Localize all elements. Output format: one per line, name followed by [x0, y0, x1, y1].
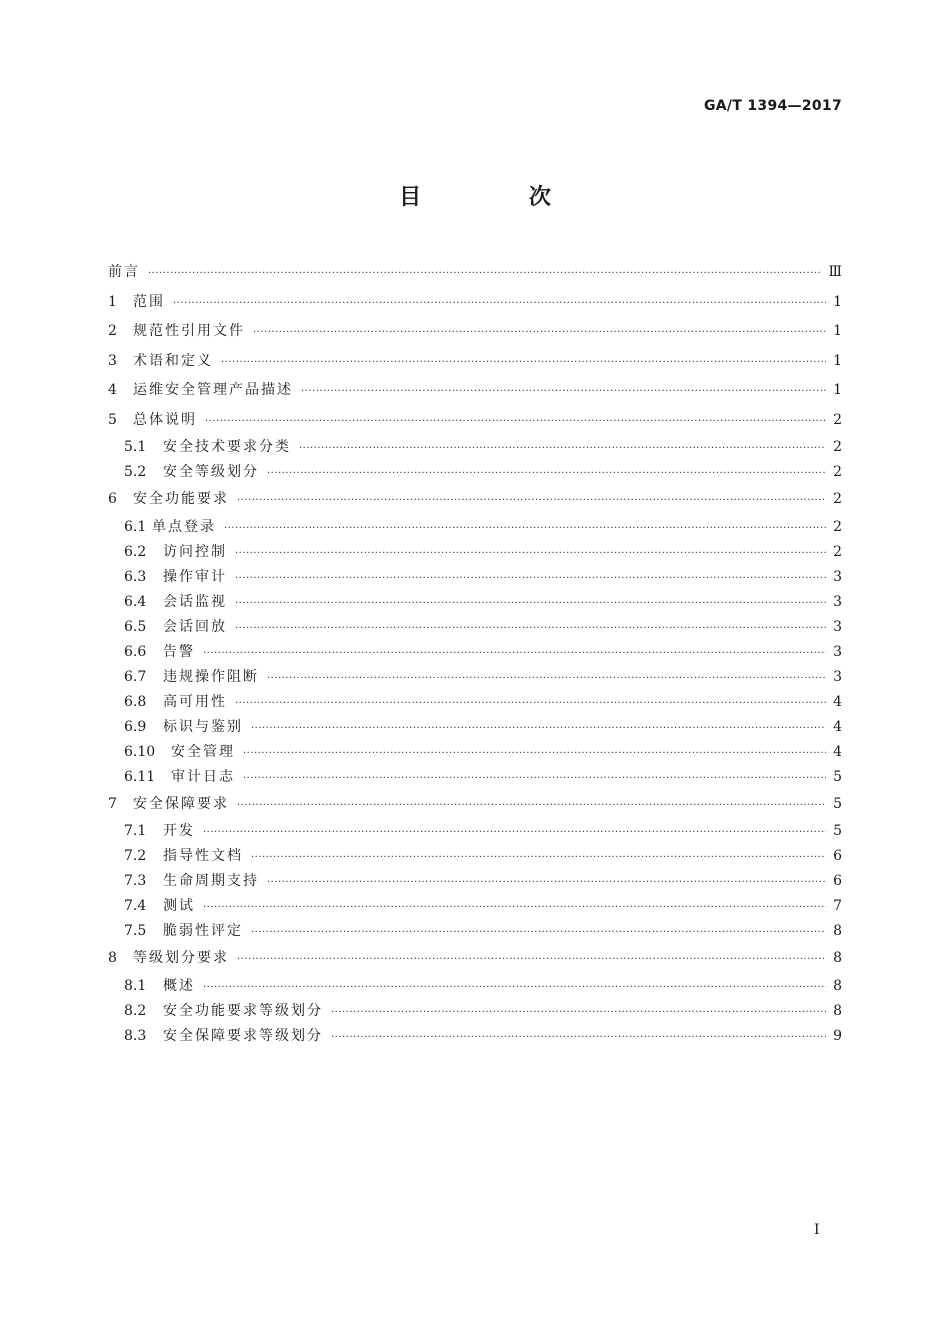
- toc-entry[interactable]: [108, 819, 842, 844]
- toc-entry-number: 3: [108, 352, 117, 369]
- toc-entry-label: 安全管理: [171, 743, 235, 760]
- toc-entry-label: 概述: [163, 977, 195, 994]
- toc-entry[interactable]: [108, 790, 842, 820]
- toc-entry-label: 规范性引用文件: [133, 323, 245, 339]
- toc-entry-label: 审计日志: [171, 768, 235, 785]
- toc-dot-leader: [203, 641, 826, 666]
- toc-entry[interactable]: [108, 317, 842, 347]
- toc-entry-number: 6: [108, 491, 117, 507]
- toc-entry-page: 1: [833, 382, 842, 398]
- toc-entry[interactable]: [108, 1024, 842, 1049]
- toc-entry-label: 等级划分要求: [133, 950, 229, 966]
- toc-entry-label: 单点登录: [152, 518, 216, 535]
- toc-entry-number: 8.3: [124, 1027, 147, 1044]
- toc-entry-number: 6.6: [124, 643, 147, 660]
- toc-entry-page: 8: [833, 923, 842, 939]
- toc-entry-number: 6.3: [124, 568, 147, 585]
- toc-entry-number: 6.8: [124, 693, 147, 710]
- toc-entry-label: 操作审计: [163, 568, 227, 585]
- toc-entry[interactable]: [108, 765, 842, 790]
- toc-entry-page: 2: [833, 491, 842, 507]
- toc-entry[interactable]: [108, 435, 842, 460]
- toc-entry-number: 7.3: [124, 873, 147, 889]
- toc-entry[interactable]: [108, 615, 842, 640]
- toc-entry-number: 6.5: [124, 618, 147, 635]
- toc-dot-leader: [251, 716, 826, 741]
- toc-entry-label: 访问控制: [163, 543, 227, 560]
- toc-dot-leader: [251, 920, 826, 945]
- toc-dot-leader: [173, 289, 826, 319]
- toc-entry-page: 3: [833, 643, 842, 660]
- toc-dot-leader: [243, 766, 826, 791]
- toc-dot-leader: [203, 820, 826, 845]
- toc-dot-leader: [237, 791, 826, 821]
- toc-dot-leader: [267, 461, 826, 486]
- toc-entry-number: 6.11: [124, 768, 156, 785]
- toc-dot-leader: [224, 516, 826, 541]
- toc-entry-label: 会话回放: [163, 618, 227, 635]
- toc-entry-page: 4: [833, 743, 842, 760]
- toc-entry-number: 6.1: [124, 518, 147, 535]
- toc-dot-leader: [235, 541, 826, 566]
- toc-entry-label: 告警: [163, 643, 195, 660]
- toc-dot-leader: [237, 486, 826, 516]
- toc-entry-number: 8: [108, 950, 117, 966]
- toc-dot-leader: [235, 616, 826, 641]
- toc-entry-label: 标识与鉴别: [163, 718, 243, 735]
- toc-entry-number: 7.4: [124, 898, 147, 914]
- toc-entry-page: 8: [833, 977, 842, 994]
- toc-entry-label: 高可用性: [163, 693, 227, 710]
- toc-entry-label: 安全功能要求: [133, 491, 229, 507]
- page-number: I: [814, 1222, 820, 1238]
- toc-entry-page: 3: [833, 568, 842, 585]
- toc-entry-label: 范围: [133, 293, 165, 310]
- toc-entry-number: 1: [108, 293, 117, 310]
- toc-entry-label: 开发: [163, 823, 195, 839]
- toc-entry[interactable]: [108, 919, 842, 944]
- toc-entry[interactable]: [108, 460, 842, 485]
- toc-entry[interactable]: [108, 974, 842, 999]
- toc-entry-page: 2: [833, 439, 842, 455]
- toc-entry-page: 5: [833, 795, 842, 812]
- toc-entry-page: 1: [833, 352, 842, 369]
- toc-entry[interactable]: [108, 288, 842, 318]
- toc-dot-leader: [203, 975, 826, 1000]
- document-code: GA/T 1394—2017: [704, 98, 842, 114]
- toc-entry-number: 7.2: [124, 848, 147, 864]
- toc-entry[interactable]: [108, 999, 842, 1024]
- toc-entry-page: 5: [833, 768, 842, 785]
- toc-dot-leader: [235, 691, 826, 716]
- toc-entry-number: 5.2: [124, 464, 147, 480]
- toc-entry[interactable]: [108, 894, 842, 919]
- toc-entry-number: 8.2: [124, 1002, 147, 1019]
- toc-dot-leader: [237, 945, 826, 975]
- toc-dot-leader: [251, 845, 826, 870]
- toc-entry[interactable]: [108, 485, 842, 515]
- toc-entry-page: 3: [833, 618, 842, 635]
- toc-entry-label: 安全等级划分: [163, 464, 259, 480]
- toc-entry[interactable]: [108, 406, 842, 436]
- toc-entry-label: 违规操作阻断: [163, 668, 259, 685]
- toc-entry-label: 安全保障要求等级划分: [163, 1027, 323, 1044]
- toc-entry[interactable]: [108, 944, 842, 974]
- toc-entry-page: 3: [833, 593, 842, 610]
- toc-entry[interactable]: [108, 740, 842, 765]
- toc-dot-leader: [148, 259, 822, 289]
- toc-dot-leader: [267, 870, 826, 895]
- toc-entry-label: 生命周期支持: [163, 873, 259, 889]
- toc-entry-label: 安全功能要求等级划分: [163, 1002, 323, 1019]
- toc-entry-number: 7.5: [124, 923, 147, 939]
- toc-entry[interactable]: [108, 715, 842, 740]
- toc-entry-number: 6.10: [124, 743, 156, 760]
- toc-entry-page: 4: [833, 693, 842, 710]
- toc-dot-leader: [235, 566, 826, 591]
- toc-entry-page: 2: [833, 518, 842, 535]
- toc-entry[interactable]: [108, 690, 842, 715]
- toc-entry-page: Ⅲ: [828, 264, 842, 280]
- toc-entry-page: 2: [833, 464, 842, 480]
- page-title: 目 次: [399, 185, 601, 210]
- toc-dot-leader: [205, 407, 826, 437]
- toc-entry-number: 6.9: [124, 718, 147, 735]
- toc-entry-number: 7: [108, 795, 117, 812]
- toc-entry-page: 3: [833, 668, 842, 685]
- toc-entry-label: 运维安全管理产品描述: [133, 382, 293, 398]
- toc-entry-label: 会话监视: [163, 593, 227, 610]
- toc-entry-page: 8: [833, 950, 842, 966]
- toc-entry-label: 术语和定义: [133, 352, 213, 369]
- toc-entry[interactable]: [108, 258, 842, 288]
- toc-dot-leader: [221, 348, 826, 378]
- toc-entry-number: 5: [108, 411, 117, 428]
- toc-entry-page: 9: [833, 1027, 842, 1044]
- toc-entry-page: 6: [833, 848, 842, 864]
- toc-entry[interactable]: [108, 540, 842, 565]
- toc-entry-number: 7.1: [124, 823, 147, 839]
- toc-entry-page: 7: [833, 898, 842, 914]
- toc-entry-page: 1: [833, 323, 842, 339]
- toc-entry-number: 2: [108, 323, 117, 339]
- toc-dot-leader: [267, 666, 826, 691]
- toc-entry[interactable]: [108, 590, 842, 615]
- toc-entry-label: 安全保障要求: [133, 795, 229, 812]
- toc-entry-label: 指导性文档: [163, 848, 243, 864]
- toc-entry-page: 5: [833, 823, 842, 839]
- toc-dot-leader: [331, 1025, 826, 1050]
- toc-entry[interactable]: [108, 869, 842, 894]
- toc-entry-label: 测试: [163, 898, 195, 914]
- toc-entry-page: 8: [833, 1002, 842, 1019]
- toc-entry[interactable]: [108, 347, 842, 377]
- table-of-contents: [108, 258, 842, 1049]
- toc-entry-number: 4: [108, 382, 117, 398]
- toc-entry-page: 6: [833, 873, 842, 889]
- toc-entry[interactable]: [108, 844, 842, 869]
- toc-entry-number: 6.4: [124, 593, 147, 610]
- toc-entry-label: 总体说明: [133, 411, 197, 428]
- toc-entry[interactable]: [108, 665, 842, 690]
- toc-entry[interactable]: [108, 515, 842, 540]
- toc-entry-page: 2: [833, 543, 842, 560]
- toc-entry[interactable]: [108, 376, 842, 406]
- toc-dot-leader: [235, 591, 826, 616]
- toc-entry-number: 5.1: [124, 439, 147, 455]
- toc-entry-number: 6.2: [124, 543, 147, 560]
- toc-entry[interactable]: [108, 640, 842, 665]
- toc-dot-leader: [203, 895, 826, 920]
- toc-entry-number: 8.1: [124, 977, 147, 994]
- toc-entry-number: 6.7: [124, 668, 147, 685]
- toc-entry-page: 1: [833, 293, 842, 310]
- toc-dot-leader: [331, 1000, 826, 1025]
- toc-dot-leader: [243, 741, 826, 766]
- toc-entry-page: 4: [833, 718, 842, 735]
- toc-dot-leader: [299, 436, 826, 461]
- toc-entry-page: 2: [833, 411, 842, 428]
- toc-entry-label: 前言: [108, 264, 140, 280]
- toc-entry-label: 安全技术要求分类: [163, 439, 291, 455]
- toc-entry[interactable]: [108, 565, 842, 590]
- toc-dot-leader: [253, 318, 826, 348]
- toc-dot-leader: [301, 377, 826, 407]
- toc-entry-label: 脆弱性评定: [163, 923, 243, 939]
